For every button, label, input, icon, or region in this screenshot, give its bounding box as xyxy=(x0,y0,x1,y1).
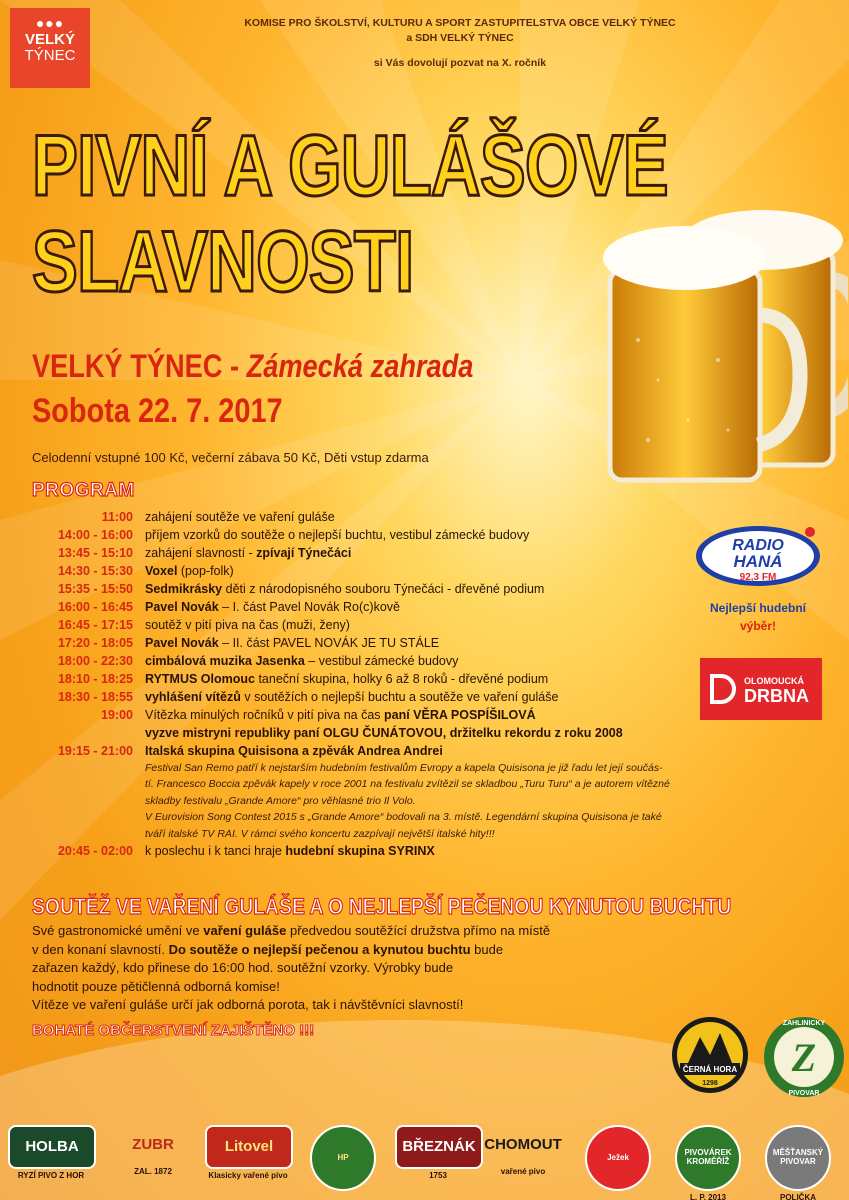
program-row xyxy=(0,616,800,634)
description-line: skladby festivalu „Grande Amore“ pro věhlasné trio Il Volo. xyxy=(145,794,416,807)
program-desc: Pavel Novák – I. část Pavel Novák Ro(c)kově xyxy=(145,600,400,614)
program-row xyxy=(0,544,800,562)
program-time: 14:30 - 15:30 xyxy=(57,564,133,578)
beer-mugs-icon xyxy=(598,200,848,490)
program-row xyxy=(0,508,800,526)
contest-heading: SOUTĚŽ VE VAŘENÍ GULÁŠE A O NEJLEPŠÍ PEČENOU KYNUTOU BUCHTU xyxy=(32,894,732,919)
zahlinicky-pivovar-seal xyxy=(762,1015,846,1099)
sponsor-badge: MĚŠŤANSKÝ PIVOVAR xyxy=(765,1125,831,1191)
entry-fee: Celodenní vstupné 100 Kč, večerní zábava 50 Kč, Děti vstup zdarma xyxy=(32,450,429,465)
program-row xyxy=(0,688,800,706)
program-time: 11:00 xyxy=(101,510,133,524)
program-row xyxy=(0,652,800,670)
venue-place: Zámecká zahrada xyxy=(246,348,474,384)
program-row xyxy=(0,670,800,688)
svg-text:ČERNÁ HORA: ČERNÁ HORA xyxy=(682,1065,738,1074)
sponsor-logo: Litovel Klasicky vařené pivo xyxy=(205,1125,291,1180)
program-row xyxy=(0,562,800,580)
description-line: V Eurovision Song Contest 2015 s „Grande Amore“ bodovali na 3. místě. Legendární skupina Quisisona je také xyxy=(145,811,662,824)
sponsor-logo: CHOMOUT vařené pivo xyxy=(480,1125,566,1176)
drbna-line1: OLOMOUCKÁ xyxy=(744,676,804,686)
sponsor-logo: BŘEZNÁK 1753 xyxy=(395,1125,481,1180)
svg-text:HANÁ: HANÁ xyxy=(733,552,783,571)
sponsor-badge: HOLBA xyxy=(8,1125,96,1169)
program-row xyxy=(0,580,800,598)
program-desc: Vítězka minulých ročníků v pití piva na čas paní VĚRA POSPÍŠILOVÁ xyxy=(145,708,536,722)
program-time: 19:00 xyxy=(101,708,133,722)
program-time: 16:00 - 16:45 xyxy=(57,600,133,614)
sponsor-badge: PIVOVÁREK KROMĚŘÍŽ xyxy=(675,1125,741,1191)
program-desc: cimbálová muzika Jasenka – vestibul zámecké budovy xyxy=(145,654,459,668)
refreshments-note: BOHATÉ OBČERSTVENÍ ZAJIŠTĚNO !!! xyxy=(32,1022,315,1039)
program-desc: zahájení slavností - zpívají Týnečáci xyxy=(145,546,352,560)
program-row xyxy=(0,634,800,652)
svg-text:RADIO: RADIO xyxy=(732,537,784,554)
radio-slogan: Nejlepší hudební výběr! xyxy=(709,601,806,633)
logo-line1: VELKÝ xyxy=(24,31,75,48)
program-desc: RYTMUS Olomouc taneční skupina, holky 6 až 8 roků - dřevěné podium xyxy=(145,672,549,686)
program-row xyxy=(0,706,800,724)
drbna-line2: DRBNA xyxy=(744,686,809,706)
program-time: 16:45 - 17:15 xyxy=(57,618,133,632)
radio-hana-icon xyxy=(688,520,828,590)
logo-dots-icon: ●●● xyxy=(35,15,65,31)
program-desc: Sedmikrásky děti z národopisného souboru Týnečáci - dřevěné podium xyxy=(145,582,545,596)
description-line: tváří italské TV RAI. V rámci svého koncertu zazpívají největší italské hity!!! xyxy=(145,827,495,840)
program-desc: vyhlášení vítězů v soutěžích o nejlepší buchtu a soutěže ve vaření guláše xyxy=(145,690,559,704)
sponsor-badge: ZUBR xyxy=(132,1135,174,1153)
velky-tynec-logo xyxy=(10,8,90,88)
program-row xyxy=(0,842,800,860)
description-line: Festival San Remo patří k nejstarším hudebním festivalům Evropy a kapela Quisisona je již řadu let její součás- xyxy=(145,762,663,774)
program-time xyxy=(0,724,145,742)
svg-text:PIVOVAR: PIVOVAR xyxy=(788,1090,820,1097)
program-row xyxy=(0,742,800,760)
italian-band-description xyxy=(145,760,775,842)
description-line: tí. Francesco Boccia zpěvák kapely v roce 2001 na festivalu zvítězil se skladbou „Turu Turu“ a je autorem vítězné xyxy=(145,778,670,791)
contest-description: Své gastronomické umění ve vaření guláše předvedou soutěžící družstva přímo na místě v den konaní slavností. Do soutěže o nejlepší pečenou a kynutou buchtu bude zařazen každý, kdo přinese do 16:00 hod. soutěžní vzorky. Výrobky bude hodnotit pouze pětičlenná odborná komise! Vítěze ve vaření guláše určí jak odborná porota, tak i návštěvníci slavností! xyxy=(32,923,551,1013)
svg-text:ZAHLINICKÝ: ZAHLINICKÝ xyxy=(782,1020,826,1027)
title-line1: PIVNÍ A GULÁŠOVÉ xyxy=(32,118,668,214)
program-desc: Voxel (pop-folk) xyxy=(145,564,234,578)
program-rows xyxy=(0,508,800,760)
sponsor-logo xyxy=(300,1125,386,1191)
cerna-hora-seal xyxy=(670,1015,750,1095)
sponsor-badge: HP xyxy=(310,1125,376,1191)
organizer-line: KOMISE PRO ŠKOLSTVÍ, KULTURU A SPORT ZASTUPITELSTVA OBCE VELKÝ TÝNEC xyxy=(244,17,676,29)
program-desc: k poslechu i k tanci hraje hudební skupina SYRINX xyxy=(145,844,435,859)
sponsor-logo: PIVOVÁREK KROMĚŘÍŽ L. P. 2013 xyxy=(665,1125,751,1200)
svg-text:1298: 1298 xyxy=(702,1080,718,1087)
program-desc: Pavel Novák – II. část PAVEL NOVÁK JE TU STÁLE xyxy=(145,636,440,650)
program-row xyxy=(0,598,800,616)
invitation-line: si Vás dovolují pozvat na X. ročník xyxy=(373,57,547,69)
drbna-d-icon xyxy=(710,674,736,704)
program-time: 18:10 - 18:25 xyxy=(57,672,133,686)
sponsor-badge: BŘEZNÁK xyxy=(395,1125,483,1169)
program-time: 14:00 - 16:00 xyxy=(57,528,133,542)
program-desc: Italská skupina Quisisona a zpěvák Andrea Andrei xyxy=(145,744,443,758)
co-organizer-line: a SDH VELKÝ TÝNEC xyxy=(406,32,514,44)
event-title xyxy=(32,118,668,310)
sponsor-logo: ZUBR ZAL. 1872 xyxy=(110,1125,196,1176)
sponsor-badge: CHOMOUT xyxy=(484,1135,562,1153)
sponsor-badge: Litovel xyxy=(205,1125,293,1169)
invitation-header xyxy=(120,16,800,71)
program-desc: zahájení soutěže ve vaření guláše xyxy=(145,510,335,524)
program-list xyxy=(0,508,800,860)
olomoucka-drbna-logo xyxy=(700,658,822,720)
venue xyxy=(32,348,473,385)
program-time: 20:45 - 02:00 xyxy=(57,844,133,859)
program-time: 18:30 - 18:55 xyxy=(57,690,133,704)
event-date: Sobota 22. 7. 2017 xyxy=(32,392,283,430)
venue-separator: - xyxy=(222,348,247,384)
sponsor-badge: Ježek xyxy=(585,1125,651,1191)
program-time: 19:15 - 21:00 xyxy=(57,744,133,758)
program-time: 13:45 - 15:10 xyxy=(57,546,133,560)
program-desc: soutěž v pití piva na čas (muži, ženy) xyxy=(145,618,350,632)
svg-text:92,3 FM: 92,3 FM xyxy=(739,572,777,583)
venue-town: VELKÝ TÝNEC xyxy=(32,348,223,384)
logo-line2: TÝNEC xyxy=(24,47,76,64)
program-row xyxy=(0,526,800,544)
program-desc: vyzve mistryni republiky paní OLGU ČUNÁTOVOU, držitelku rekordu z roku 2008 xyxy=(145,726,623,740)
sponsor-logo: MĚŠŤANSKÝ PIVOVAR POLIČKA xyxy=(755,1125,841,1200)
sponsor-logo: HOLBA RYZÍ PIVO Z HOR xyxy=(8,1125,94,1180)
program-heading: PROGRAM xyxy=(32,480,135,501)
program-time: 18:00 - 22:30 xyxy=(57,654,133,668)
title-line2: SLAVNOSTI xyxy=(32,214,414,310)
program-row xyxy=(0,724,800,742)
radio-hana-logo xyxy=(688,520,828,635)
program-desc: příjem vzorků do soutěže o nejlepší buchtu, vestibul zámecké budovy xyxy=(145,528,530,542)
sponsor-logo xyxy=(575,1125,661,1191)
program-time: 17:20 - 18:05 xyxy=(57,636,133,650)
svg-text:Z: Z xyxy=(791,1035,817,1080)
program-time: 15:35 - 15:50 xyxy=(57,582,133,596)
